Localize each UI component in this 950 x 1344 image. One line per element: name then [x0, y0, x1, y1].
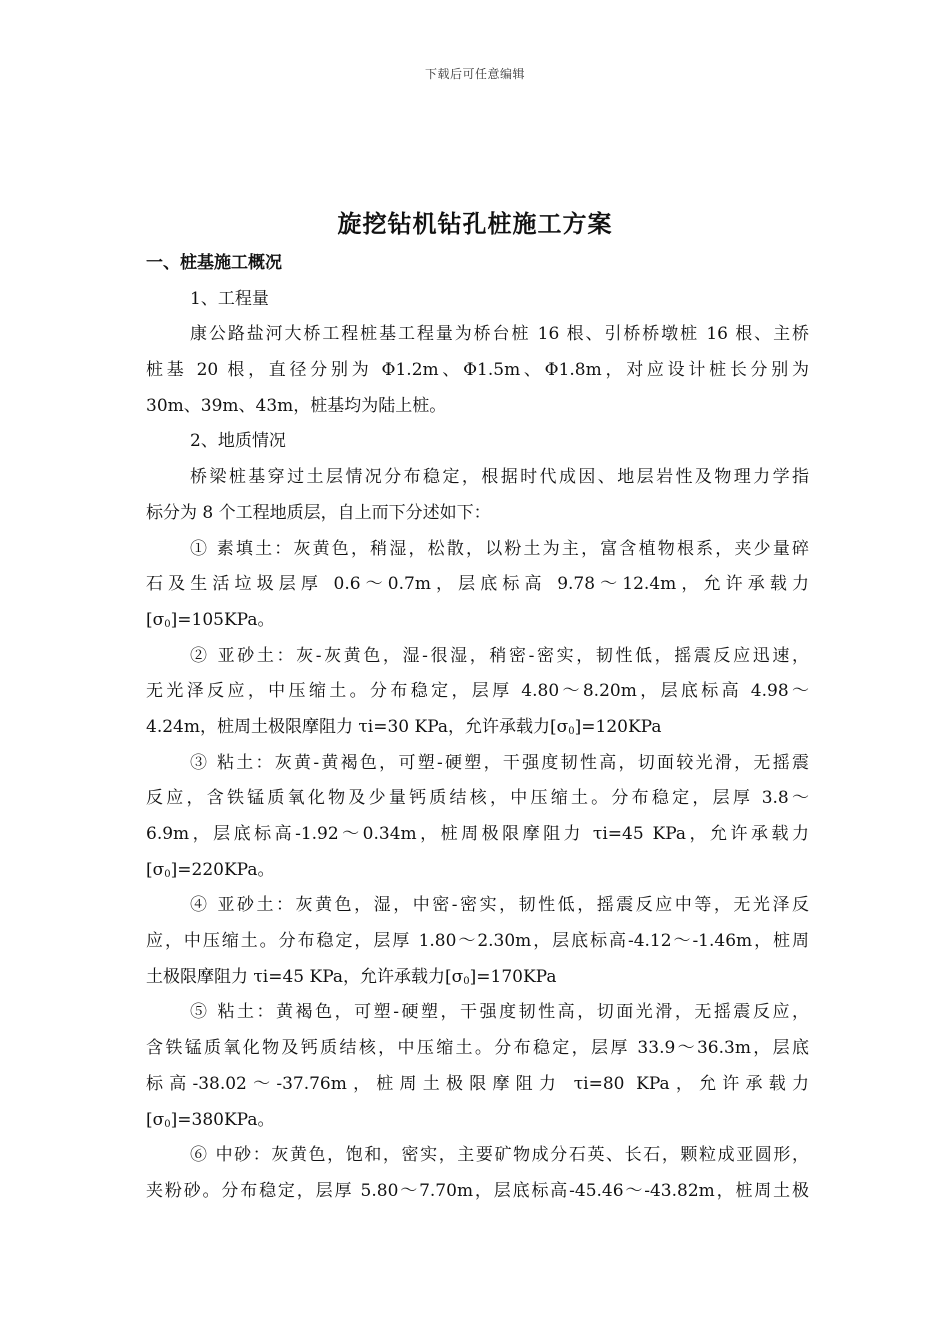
document-body — [146, 246, 809, 1210]
text-run: ]=170KPa — [469, 966, 557, 987]
subsection-heading: 2、地质情况 — [190, 431, 286, 452]
paragraph-line: 桥梁桩基穿过土层情况分布稳定，根据时代成因、地层岩性及物理力学指 — [190, 467, 809, 488]
paragraph-line: 反应，含铁锰质氧化物及少量钙质结核，中压缩土。分布稳定，层厚 3.8～ — [146, 788, 809, 809]
section-heading: 一、桩基施工概况 — [146, 253, 282, 273]
paragraph-line: 含铁锰质氧化物及钙质结核，中压缩土。分布稳定，层厚 33.9～36.3m，层底 — [146, 1038, 809, 1059]
layer-4-sandy-loam — [146, 888, 809, 995]
paragraph-line — [146, 710, 809, 746]
layer-2-sandy-loam — [146, 639, 809, 746]
paragraph-line: 康公路盐河大桥工程桩基工程量为桥台桩 16 根、引桥桥墩桩 16 根、主桥 — [190, 324, 809, 345]
document-title: 旋挖钻机钻孔桩施工方案 — [337, 209, 613, 238]
layer-1-fill — [146, 532, 809, 639]
paragraph-line — [146, 960, 809, 996]
text-run: ]=105KPa。 — [170, 609, 275, 630]
paragraph-line: 30m、39m、43m，桩基均为陆上桩。 — [146, 395, 447, 416]
text-run: ]=120KPa — [574, 716, 662, 737]
paragraph-geology — [146, 460, 809, 531]
paragraph-line: 桩基 20 根，直径分别为 Φ1.2m、Φ1.5m、Φ1.8m，对应设计桩长分别为 — [146, 360, 809, 381]
paragraph-line: 无光泽反应，中压缩土。分布稳定，层厚 4.80～8.20m，层底标高 4.98～ — [146, 681, 809, 702]
text-run: [σ — [146, 609, 165, 630]
paragraph-line: 石及生活垃圾层厚 0.6～0.7m，层底标高 9.78～12.4m，允许承载力 — [146, 574, 809, 595]
paragraph-line: 应，中压缩土。分布稳定，层厚 1.80～2.30m，层底标高-4.12～-1.46m，桩周 — [146, 931, 809, 952]
paragraph-quantity — [146, 317, 809, 424]
text-run: 4.24m，桩周土极限摩阻力 τi=30 KPa，允许承载力[σ — [146, 716, 569, 737]
paragraph-line: 6.9m，层底标高-1.92～0.34m，桩周极限摩阻力 τi=45 KPa，允许承载力 — [146, 824, 809, 844]
text-run: ]=380KPa。 — [170, 1109, 275, 1130]
text-run: [σ — [146, 1109, 165, 1130]
paragraph-line: 标高-38.02～-37.76m，桩周土极限摩阻力 τi=80 KPa，允许承载力 — [146, 1073, 809, 1094]
subsection-heading: 1、工程量 — [190, 288, 269, 309]
layer-5-clay — [146, 995, 809, 1138]
subscript: 0 — [164, 1118, 171, 1130]
paragraph-line: ⑥ 中砂：灰黄色，饱和，密实，主要矿物成分石英、长石，颗粒成亚圆形， — [190, 1145, 809, 1166]
text-run: ]=220KPa。 — [170, 859, 275, 880]
text-run: 土极限摩阻力 τi=45 KPa，允许承载力[σ — [146, 966, 464, 987]
subscript: 0 — [164, 618, 171, 630]
paragraph-line — [146, 603, 809, 639]
paragraph-line: ② 亚砂土：灰-灰黄色，湿-很湿，稍密-密实，韧性低，摇震反应迅速， — [190, 645, 809, 666]
paragraph-line: ① 素填土：灰黄色，稍湿，松散，以粉土为主，富含植物根系，夹少量碎 — [190, 538, 809, 559]
subscript: 0 — [463, 975, 470, 987]
paragraph-line — [146, 853, 809, 889]
layer-6-medium-sand — [146, 1138, 809, 1209]
paragraph-line: ④ 亚砂土：灰黄色，湿，中密-密实，韧性低，摇震反应中等，无光泽反 — [190, 895, 809, 916]
text-run: [σ — [146, 859, 165, 880]
header-note: 下载后可任意编辑 — [424, 67, 525, 81]
paragraph-line: 夹粉砂。分布稳定，层厚 5.80～7.70m，层底标高-45.46～-43.82m，桩周土极 — [146, 1180, 809, 1201]
paragraph-line: 标分为 8 个工程地质层，自上而下分述如下： — [146, 502, 491, 523]
layer-3-clay — [146, 746, 809, 889]
subscript: 0 — [164, 868, 171, 880]
paragraph-line — [146, 1103, 809, 1139]
paragraph-line: ③ 粘土：灰黄-黄褐色，可塑-硬塑，干强度韧性高，切面较光滑，无摇震 — [190, 752, 809, 773]
subscript: 0 — [568, 725, 575, 737]
paragraph-line: ⑤ 粘土：黄褐色，可塑-硬塑，干强度韧性高，切面光滑，无摇震反应， — [190, 1002, 809, 1023]
